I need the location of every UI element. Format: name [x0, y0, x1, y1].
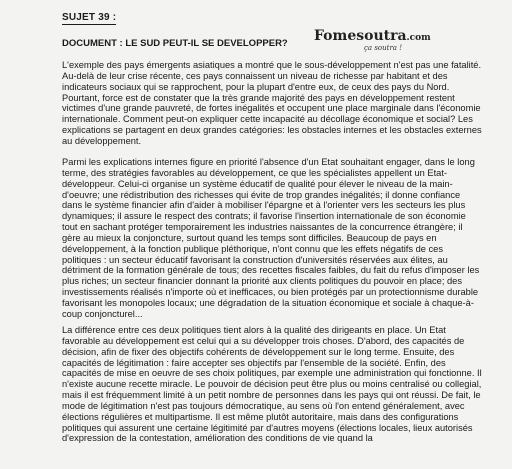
- document-title: DOCUMENT : LE SUD PEUT-IL SE DEVELOPPER?: [62, 38, 288, 49]
- sujet-heading: SUJET 39 :: [62, 12, 117, 23]
- logo-name: Fomesoutra: [314, 28, 407, 44]
- paragraph-internal-explanations: Parmi les explications internes figure en priorité l'absence d'un Etat souhaitant engager, dans le long terme, des stratégies favorables au développement, ce que les spécialistes appellent un Etat-développeur. Celui-ci organise un système éducatif de qualité pour élever le niveau de la main-d'oeuvre; une rédistribution des richesses qui évite de trop grandes inégalités; il donne confiance dans le système financier afin d'aider à mobiliser l'épargne et à l'orienter vers les secteurs les plus dynamiques; il assure le respect des contrats; il favorise l'insertion internationale de son économie tout en sachant protéger temporairement les industries naissantes de la concurrence étrangère; il gère au mieux la conjoncture, surtout quand les temps sont difficiles. Beaucoup de pays en développement, à la fonction publique pléthorique, n'ont connu que les effets négatifs de ces politiques : un secteur éducatif favorisant la construction d'universités réservées aux élites, au détriment de la formation générale de tous; des recettes fiscales faibles, du fait du refus d'imposer les plus riches; un secteur financier donnant la priorité aux clients politiques du pouvoir en place; des investissements réalisés n'importe où et inefficaces, ou bien protégés par un protectionnisme durable favorisant les monopoles locaux; une dégradation de la situation économique et sociale à chaque-à-coup conjoncturel...: [62, 157, 480, 319]
- logo-suffix: .com: [406, 33, 431, 43]
- paragraph-leadership-quality: La différence entre ces deux politiques tient alors à la qualité des dirigeants en place. Un Etat favorable au développement est celui qui a su développer trois choses. D'abord, des capacités de décision, afin de fixer des objectifs cohérents de développement sur le long terme. Ensuite, des capacités de légitimation : faire accepter ses objectifs par l'ensemble de la société. Enfin, des capacités de mise en oeuvre de ses choix politiques, par exemple une administration qui fonctionne. Il n'existe aucune recette miracle. Le pouvoir de décision peut être plus ou moins centralisé ou collegial, mais il est fréquemment limité à un petit nombre de personnes dans les pays qui ont réussi. De fait, le mode de légitimation n'est pas toujours démocratique, au sens où l'on entend généralement, avec élections régulières et multipartisme. Il est même plutôt autoritaire, mais dans des configurations politiques qui assurent une certaine légitimité par d'autres moyens (élections locales, lieux autorisés d'expression de la contestation, amélioration des conditions de vie quand la: [62, 325, 482, 444]
- fomesoutra-logo: [314, 28, 434, 58]
- logo-tagline: ça soutra !: [364, 44, 403, 52]
- paragraph-intro: L'exemple des pays émergents asiatiques a montré que le sous-développement n'est pas une fatalité. Au-delà de leur crise récente, ces pays connaissent un niveau de richesse par habitant et des indicateurs sociaux qui se rapprochent, pour la plupart d'entre eux, de ceux des pays du Nord. Pourtant, force est de constater que la très grande majorité des pays en développement restent victimes d'une grande pauvreté, de fortes inégalités et occupent une place marginale dans l'économie internationale. Comment peut-on expliquer cette incapacité au décollage économique et social? Les explications se partagent en deux grandes catégories: les obstacles internes et les obstacles externes au développement.: [62, 60, 482, 146]
- logo-wordmark: [314, 28, 431, 44]
